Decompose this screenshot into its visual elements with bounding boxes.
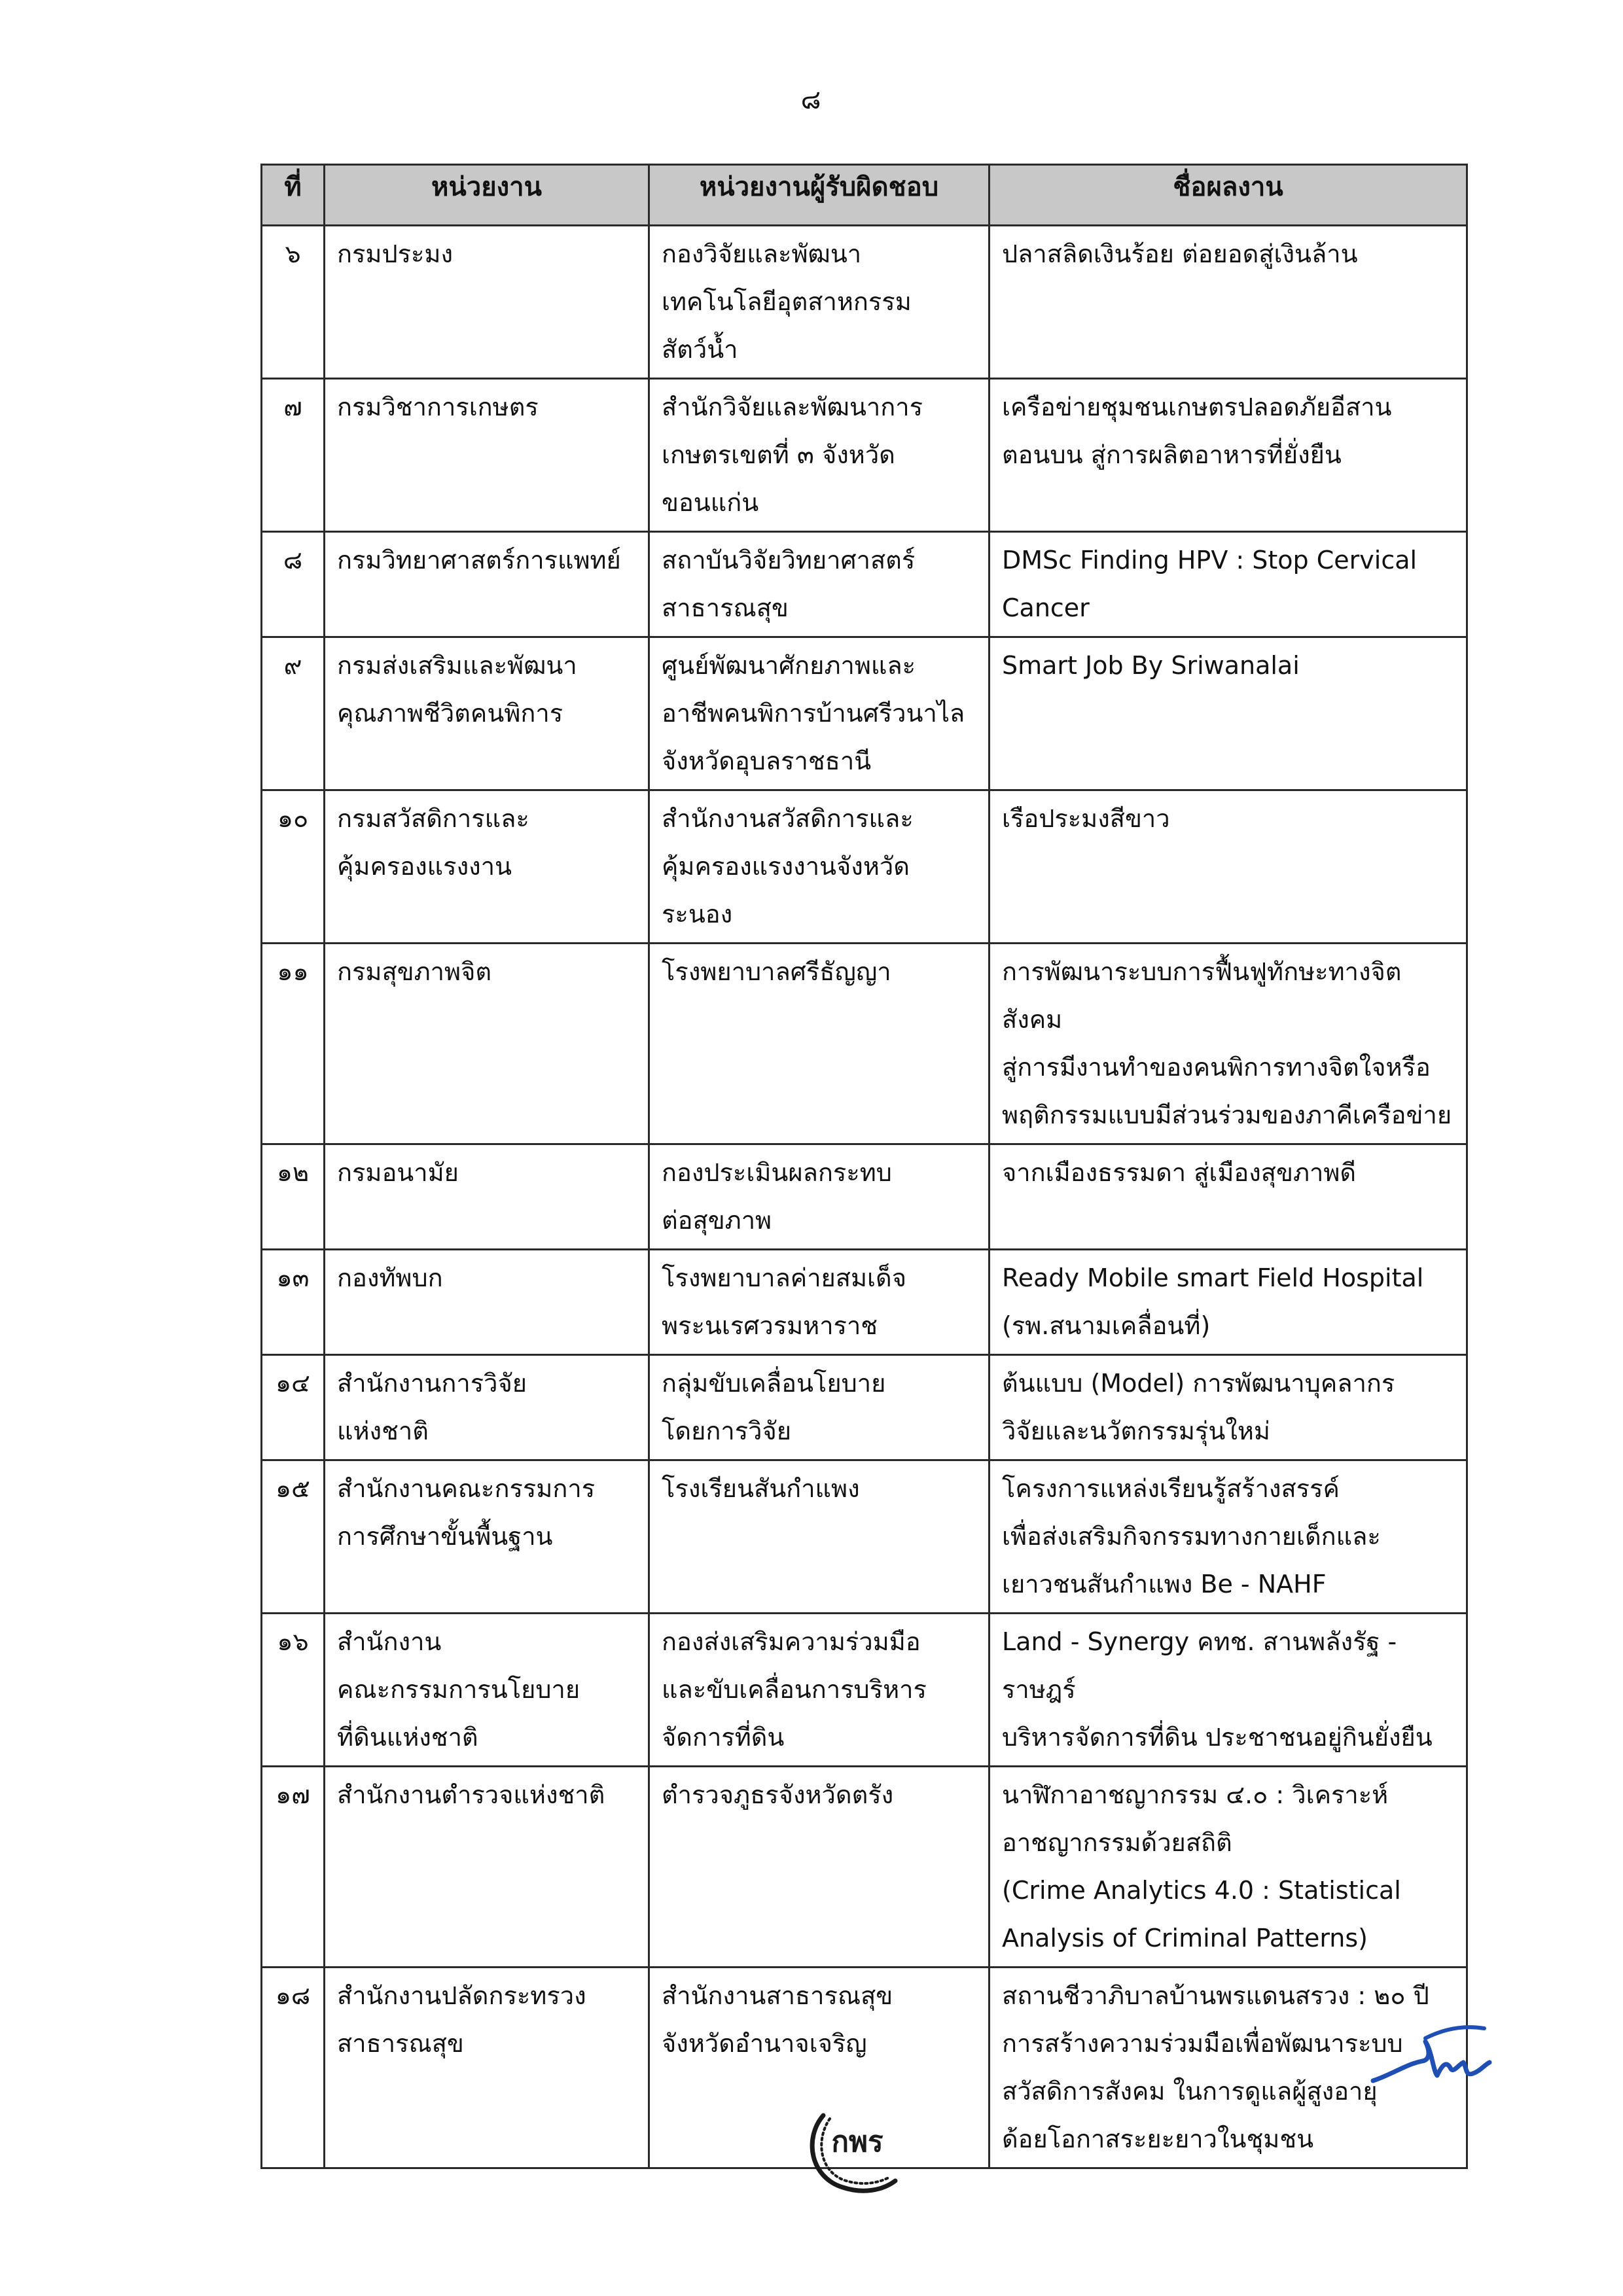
- row-number-cell: ๑๓: [262, 1250, 325, 1355]
- cell-line: อาชีพคนพิการบ้านศรีวนาไล: [662, 699, 965, 728]
- row-number-cell: ๑๘: [262, 1968, 325, 2168]
- agency-cell: [325, 1250, 649, 1355]
- responsible-unit-cell: [649, 1355, 990, 1460]
- responsible-unit-cell: [649, 1144, 990, 1250]
- work-title-cell: [990, 1355, 1467, 1460]
- cell-line: เครือข่ายชุมชนเกษตรปลอดภัยอีสาน: [1002, 393, 1392, 421]
- work-title-cell: [990, 532, 1467, 637]
- cell-line: จัดการที่ดิน: [662, 1723, 785, 1752]
- work-title-cell: [990, 637, 1467, 790]
- header-responsible-unit: หน่วยงานผู้รับผิดชอบ: [649, 165, 990, 226]
- cell-line: กลุ่มขับเคลื่อนโยบาย: [662, 1369, 886, 1398]
- responsible-unit-cell: [649, 1460, 990, 1614]
- table-row: [262, 226, 1467, 379]
- cell-line: ต้นแบบ (Model) การพัฒนาบุคลากร: [1002, 1369, 1395, 1398]
- responsible-unit-cell: [649, 1767, 990, 1968]
- table-row: [262, 379, 1467, 532]
- header-work-title: ชื่อผลงาน: [990, 165, 1467, 226]
- cell-line: แห่งชาติ: [337, 1417, 429, 1445]
- cell-line: Land - Synergy คทช. สานพลังรัฐ - ราษฎร์: [1002, 1627, 1397, 1704]
- cell-line: สถาบันวิจัยวิทยาศาสตร์: [662, 546, 916, 574]
- cell-line: คุ้มครองแรงงานจังหวัด: [662, 852, 910, 881]
- cell-line: กองประเมินผลกระทบ: [662, 1158, 892, 1187]
- table-row: [262, 532, 1467, 637]
- cell-line: สัตว์น้ำ: [662, 335, 738, 364]
- cell-line: เทคโนโลยีอุตสาหกรรม: [662, 287, 912, 316]
- cell-line: โรงพยาบาลศรีธัญญา: [662, 957, 891, 986]
- agency-cell: [325, 1968, 649, 2168]
- cell-line: จากเมืองธรรมดา สู่เมืองสุขภาพดี: [1002, 1158, 1357, 1187]
- cell-line: สำนักงานคณะกรรมการ: [337, 1474, 596, 1503]
- cell-line: กรมวิชาการเกษตร: [337, 393, 539, 421]
- cell-line: การศึกษาขั้นพื้นฐาน: [337, 1522, 553, 1551]
- cell-line: การพัฒนาระบบการฟื้นฟูทักษะทางจิตสังคม: [1002, 957, 1402, 1034]
- cell-line: ตอนบน สู่การผลิตอาหารที่ยั่งยืน: [1002, 440, 1342, 469]
- cell-line: ด้อยโอกาสระยะยาวในชุมชน: [1002, 2125, 1314, 2153]
- cell-line: คุณภาพชีวิตคนพิการ: [337, 699, 563, 728]
- table-body: [262, 226, 1467, 2168]
- cell-line: สาธารณสุข: [337, 2029, 464, 2058]
- table-header-row: [262, 165, 1467, 226]
- cell-line: กองส่งเสริมความร่วมมือ: [662, 1627, 921, 1656]
- table-row: [262, 1144, 1467, 1250]
- work-title-cell: [990, 226, 1467, 379]
- cell-line: ที่ดินแห่งชาติ: [337, 1723, 478, 1752]
- responsible-unit-cell: [649, 532, 990, 637]
- table-row: [262, 1460, 1467, 1614]
- agency-cell: [325, 1614, 649, 1767]
- row-number-cell: ๑๒: [262, 1144, 325, 1250]
- cell-line: เพื่อส่งเสริมกิจกรรมทางกายเด็กและ: [1002, 1522, 1381, 1551]
- cell-line: เยาวชนสันกำแพง Be - NAHF: [1002, 1570, 1327, 1598]
- cell-line: จังหวัดอำนาจเจริญ: [662, 2029, 867, 2058]
- cell-line: โครงการแหล่งเรียนรู้สร้างสรรค์: [1002, 1474, 1340, 1503]
- row-number-cell: ๙: [262, 637, 325, 790]
- cell-line: สวัสดิการสังคม ในการดูแลผู้สูงอายุ: [1002, 2077, 1378, 2106]
- cell-line: สำนักวิจัยและพัฒนาการ: [662, 393, 923, 421]
- table-row: [262, 1250, 1467, 1355]
- cell-line: Cancer: [1002, 593, 1090, 622]
- responsible-unit-cell: [649, 637, 990, 790]
- cell-line: พฤติกรรมแบบมีส่วนร่วมของภาคีเครือข่าย: [1002, 1101, 1452, 1129]
- cell-line: Ready Mobile smart Field Hospital: [1002, 1263, 1424, 1292]
- work-title-cell: [990, 379, 1467, 532]
- cell-line: สำนักงานการวิจัย: [337, 1369, 527, 1398]
- work-title-cell: [990, 1767, 1467, 1968]
- cell-line: เกษตรเขตที่ ๓ จังหวัด: [662, 440, 895, 469]
- agency-cell: [325, 1767, 649, 1968]
- cell-line: กรมวิทยาศาสตร์การแพทย์: [337, 546, 621, 574]
- row-number-cell: ๖: [262, 226, 325, 379]
- table-row: [262, 637, 1467, 790]
- agency-cell: [325, 790, 649, 944]
- work-title-cell: [990, 1250, 1467, 1355]
- cell-line: กรมสุขภาพจิต: [337, 957, 492, 986]
- cell-line: โรงเรียนสันกำแพง: [662, 1474, 860, 1503]
- table-row: [262, 1614, 1467, 1767]
- cell-line: โรงพยาบาลค่ายสมเด็จ: [662, 1263, 906, 1292]
- signature: [1360, 2002, 1504, 2100]
- cell-line: เรือประมงสีขาว: [1002, 804, 1170, 833]
- work-title-cell: [990, 1144, 1467, 1250]
- cell-line: กรมสวัสดิการและ: [337, 804, 529, 833]
- cell-line: (Crime Analytics 4.0 : Statistical: [1002, 1876, 1401, 1905]
- row-number-cell: ๗: [262, 379, 325, 532]
- row-number-cell: ๑๐: [262, 790, 325, 944]
- cell-line: ตำรวจภูธรจังหวัดตรัง: [662, 1780, 894, 1809]
- work-title-cell: [990, 944, 1467, 1144]
- agency-cell: [325, 637, 649, 790]
- table-row: [262, 790, 1467, 944]
- cell-line: สถานชีวาภิบาลบ้านพรแดนสรวง : ๒๐ ปี: [1002, 1981, 1429, 2010]
- cell-line: และขับเคลื่อนการบริหาร: [662, 1675, 927, 1704]
- agency-cell: [325, 379, 649, 532]
- cell-line: วิจัยและนวัตกรรมรุ่นใหม่: [1002, 1417, 1270, 1445]
- cell-line: ต่อสุขภาพ: [662, 1206, 772, 1235]
- row-number-cell: ๑๖: [262, 1614, 325, 1767]
- responsible-unit-cell: [649, 379, 990, 532]
- cell-line: กองวิจัยและพัฒนา: [662, 239, 862, 268]
- cell-line: บริหารจัดการที่ดิน ประชาชนอยู่กินยั่งยืน: [1002, 1723, 1433, 1752]
- page-number: ๘: [800, 85, 823, 115]
- work-title-cell: [990, 1614, 1467, 1767]
- cell-line: สาธารณสุข: [662, 593, 789, 622]
- agency-cell: [325, 1144, 649, 1250]
- cell-line: อาชญากรรมด้วยสถิติ: [1002, 1828, 1232, 1857]
- cell-line: คุ้มครองแรงงาน: [337, 852, 512, 881]
- cell-line: ปลาสลิดเงินร้อย ต่อยอดสู่เงินล้าน: [1002, 239, 1358, 268]
- row-number-cell: ๑๔: [262, 1355, 325, 1460]
- header-agency: หน่วยงาน: [325, 165, 649, 226]
- work-title-cell: [990, 1460, 1467, 1614]
- cell-line: ระนอง: [662, 900, 733, 928]
- cell-line: สำนักงานสวัสดิการและ: [662, 804, 914, 833]
- cell-line: กองทัพบก: [337, 1263, 443, 1292]
- table-row: [262, 944, 1467, 1144]
- awards-table: [260, 164, 1468, 2169]
- cell-line: การสร้างความร่วมมือเพื่อพัฒนาระบบ: [1002, 2029, 1403, 2058]
- cell-line: คณะกรรมการนโยบาย: [337, 1675, 580, 1704]
- row-number-cell: ๘: [262, 532, 325, 637]
- cell-line: ขอนแก่น: [662, 488, 759, 517]
- cell-line: Smart Job By Sriwanalai: [1002, 651, 1300, 680]
- cell-line: จังหวัดอุบลราชธานี: [662, 747, 872, 775]
- responsible-unit-cell: [649, 226, 990, 379]
- cell-line: สำนักงาน: [337, 1627, 442, 1656]
- svg-text:กพร: กพร: [831, 2125, 883, 2159]
- table-row: [262, 1355, 1467, 1460]
- cell-line: สำนักงานปลัดกระทรวง: [337, 1981, 586, 2010]
- table-row: [262, 1767, 1467, 1968]
- cell-line: สำนักงานสาธารณสุข: [662, 1981, 893, 2010]
- header-number: ที่: [262, 165, 325, 226]
- cell-line: กรมประมง: [337, 239, 454, 268]
- agency-cell: [325, 1460, 649, 1614]
- row-number-cell: ๑๗: [262, 1767, 325, 1968]
- cell-line: โดยการวิจัย: [662, 1417, 791, 1445]
- cell-line: Analysis of Criminal Patterns): [1002, 1924, 1368, 1952]
- agency-cell: [325, 1355, 649, 1460]
- cell-line: สู่การมีงานทำของคนพิการทางจิตใจหรือ: [1002, 1053, 1431, 1082]
- cell-line: นาฬิกาอาชญากรรม ๔.๐ : วิเคราะห์: [1002, 1780, 1389, 1809]
- agency-cell: [325, 532, 649, 637]
- responsible-unit-cell: [649, 1614, 990, 1767]
- cell-line: DMSc Finding HPV : Stop Cervical: [1002, 546, 1418, 574]
- cell-line: ศูนย์พัฒนาศักยภาพและ: [662, 651, 916, 680]
- cell-line: สำนักงานตำรวจแห่งชาติ: [337, 1780, 605, 1809]
- cell-line: พระนเรศวรมหาราช: [662, 1311, 878, 1340]
- cell-line: กรมอนามัย: [337, 1158, 459, 1187]
- agency-cell: [325, 944, 649, 1144]
- cell-line: (รพ.สนามเคลื่อนที่): [1002, 1311, 1211, 1340]
- responsible-unit-cell: [649, 790, 990, 944]
- row-number-cell: ๑๕: [262, 1460, 325, 1614]
- row-number-cell: ๑๑: [262, 944, 325, 1144]
- responsible-unit-cell: [649, 1250, 990, 1355]
- work-title-cell: [990, 790, 1467, 944]
- cell-line: กรมส่งเสริมและพัฒนา: [337, 651, 577, 680]
- ministry-logo: [804, 2099, 902, 2197]
- responsible-unit-cell: [649, 944, 990, 1144]
- agency-cell: [325, 226, 649, 379]
